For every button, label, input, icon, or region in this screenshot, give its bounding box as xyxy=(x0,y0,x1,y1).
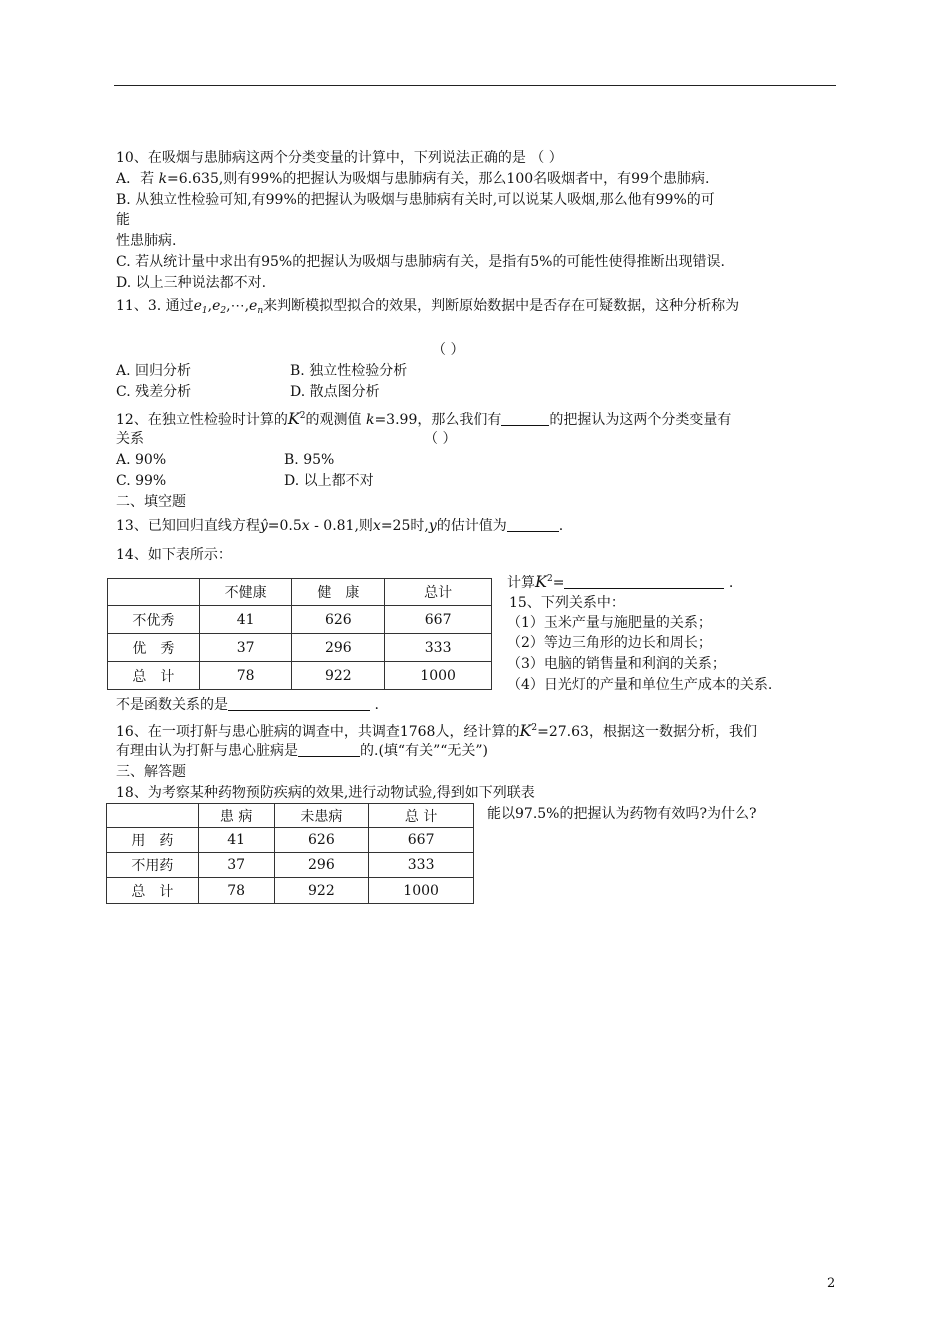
table-cell: 总 计 xyxy=(107,878,199,904)
table-row xyxy=(108,634,492,662)
table-cell: 296 xyxy=(274,853,369,878)
q15-stem: 15、下列关系中： xyxy=(509,595,625,611)
table-cell: 626 xyxy=(274,828,369,853)
page-number: 2 xyxy=(827,1276,836,1291)
table-cell: 922 xyxy=(292,662,385,690)
table-cell: 1000 xyxy=(385,662,492,690)
q12-stem: 12、在独立性检验时计算的$K^2$的观测值 k=3.99，那么我们有 的把握认为这两个分类变量有 xyxy=(116,409,732,428)
table-cell: 健 康 xyxy=(292,579,385,606)
q15-item-2: （2）等边三角形的边长和周长； xyxy=(507,635,712,651)
table-row xyxy=(107,828,474,853)
q14-stem: 14、如下表所示： xyxy=(116,547,232,563)
table-cell: 37 xyxy=(199,634,292,662)
q18-stem: 18、为考察某种药物预防疾病的效果,进行动物试验,得到如下列联表 xyxy=(116,785,535,801)
table-cell: 41 xyxy=(198,828,274,853)
q16-stem: 16、在一项打鼾与患心脏病的调查中，共调查1768人，经计算的$K^2=27.63$，根据这一数据分析，我们 xyxy=(116,721,757,740)
table-cell: 78 xyxy=(199,662,292,690)
table-cell: 优 秀 xyxy=(108,634,200,662)
q11-paren: （ ） xyxy=(432,342,465,358)
table-cell: 不用药 xyxy=(107,853,199,878)
q12-option-b: B. 95% xyxy=(284,452,335,468)
q12-paren: （ ） xyxy=(424,431,457,447)
q14-calc: 计算$K^2=$ . xyxy=(507,572,734,591)
q15-item-1: （1）玉米产量与施肥量的关系； xyxy=(507,615,712,631)
q12-option-d: D. 以上都不对 xyxy=(284,473,374,489)
table-header-row xyxy=(108,579,492,606)
q10-option-d: D. 以上三种说法都不对. xyxy=(116,275,267,291)
table-cell: 333 xyxy=(369,853,474,878)
table-cell: 667 xyxy=(385,606,492,634)
table-row xyxy=(108,662,492,690)
table-cell: 78 xyxy=(198,878,274,904)
table-cell: 用 药 xyxy=(107,828,199,853)
q12-option-a: A. 90% xyxy=(116,452,167,468)
table-cell: 总 计 xyxy=(108,662,200,690)
q13-stem: 13、已知回归直线方程ŷ=0.5x - 0.81,则x=25时,y的估计值为 . xyxy=(116,518,564,534)
q12-option-c: C. 99% xyxy=(116,473,167,489)
q10-stem: 10、在吸烟与患肺病这两个分类变量的计算中，下列说法正确的是 （ ） xyxy=(116,150,563,166)
q16-line2: 有理由认为打鼾与患心脏病是 的.(填“有关”“无关”) xyxy=(116,743,489,759)
table-cell: 不健康 xyxy=(199,579,292,606)
table-row xyxy=(108,606,492,634)
table-row xyxy=(107,878,474,904)
q15-item-4: （4）日光灯的产量和单位生产成本的关系. xyxy=(507,677,773,693)
q11-option-a: A. 回归分析 xyxy=(116,363,192,379)
q15-tail: 不是函数关系的是 . xyxy=(116,697,379,713)
q11-option-d: D. 散点图分析 xyxy=(290,384,380,400)
table-cell: 626 xyxy=(292,606,385,634)
table-cell: 41 xyxy=(199,606,292,634)
q15-item-3: （3）电脑的销售量和利润的关系； xyxy=(507,656,726,672)
table-cell: 不优秀 xyxy=(108,606,200,634)
q10-option-b-line3: 性患肺病. xyxy=(116,233,177,249)
table-cell: 1000 xyxy=(369,878,474,904)
q11-option-b: B. 独立性检验分析 xyxy=(290,363,408,379)
q12-line2: 关系 xyxy=(116,431,144,447)
q14-table xyxy=(107,578,492,690)
table-header-row xyxy=(107,804,474,828)
q18-table xyxy=(106,803,474,904)
table-row xyxy=(107,853,474,878)
q10-option-c: C. 若从统计量中求出有95%的把握认为吸烟与患肺病有关，是指有5%的可能性使得推断出现错误. xyxy=(116,254,725,270)
table-cell: 总 计 xyxy=(369,804,474,828)
table-cell: 未患病 xyxy=(274,804,369,828)
table-cell: 922 xyxy=(274,878,369,904)
q10-option-a: A．若 k=6.635,则有99%的把握认为吸烟与患肺病有关，那么100名吸烟者中，有99个患肺病. xyxy=(116,171,710,187)
table-cell: 296 xyxy=(292,634,385,662)
q11-option-c: C. 残差分析 xyxy=(116,384,192,400)
table-cell: 667 xyxy=(369,828,474,853)
q10-option-b-line1: B. 从独立性检验可知,有99%的把握认为吸烟与患肺病有关时,可以说某人吸烟,那么他有99%的可 xyxy=(116,192,715,208)
section-answer-heading: 三、解答题 xyxy=(116,764,186,780)
table-cell xyxy=(108,579,200,606)
table-cell: 333 xyxy=(385,634,492,662)
table-cell xyxy=(107,804,199,828)
table-cell: 37 xyxy=(198,853,274,878)
section-fill-in-heading: 二、填空题 xyxy=(116,494,186,510)
table-cell: 总计 xyxy=(385,579,492,606)
q10-option-b-line2: 能 xyxy=(116,212,130,228)
q11-stem: 11、3. 通过$e_1,e_2,\cdots,e_n$来判断模拟型拟合的效果，判断原始数据中是否存在可疑数据，这种分析称为 xyxy=(116,298,740,316)
header-rule xyxy=(114,85,836,86)
q18-question: 能以97.5%的把握认为药物有效吗?为什么? xyxy=(487,806,757,822)
table-cell: 患 病 xyxy=(198,804,274,828)
